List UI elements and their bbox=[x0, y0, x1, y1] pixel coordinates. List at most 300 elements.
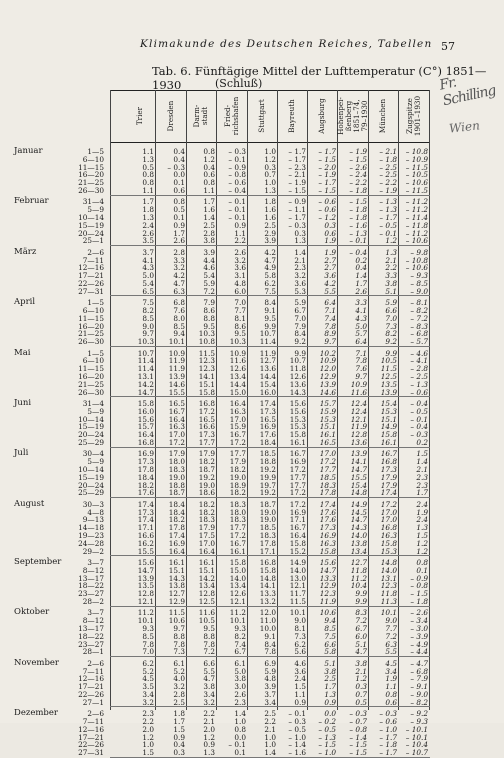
column-header-label: München bbox=[378, 98, 387, 134]
column-divider bbox=[216, 90, 217, 710]
table-cell: 17.7 bbox=[198, 438, 215, 447]
table-cell: 2.6 bbox=[234, 690, 246, 699]
period-label: 10—14 bbox=[78, 414, 104, 424]
table-cell: 17.4 bbox=[259, 399, 276, 408]
table-cell: 2.0 bbox=[142, 724, 154, 734]
table-cell: 16.4 bbox=[137, 430, 154, 440]
table-cell: 8.8 bbox=[173, 631, 185, 641]
table-cell: – 10.9 bbox=[405, 154, 428, 164]
table-cell: 18.4 bbox=[137, 472, 154, 482]
table-cell: 11.4 bbox=[259, 337, 276, 347]
table-cell: 9.7 bbox=[142, 329, 154, 339]
table-cell: 2.1 bbox=[385, 255, 397, 265]
table-cell: 12.4 bbox=[350, 399, 367, 408]
table-cell: 10.9 bbox=[319, 356, 336, 366]
table-cell: 5.3 bbox=[294, 286, 306, 296]
table-cell: 8.5 bbox=[324, 624, 336, 633]
table-cell: 5.0 bbox=[234, 666, 246, 676]
table-cell: 11.9 bbox=[259, 348, 276, 358]
table-cell: 0.9 bbox=[203, 740, 215, 750]
period-label: 2—6 bbox=[87, 658, 104, 668]
table-cell: 10.8 bbox=[198, 337, 215, 347]
table-cell: 11.8 bbox=[350, 565, 367, 575]
period-label: 28—2 bbox=[82, 597, 104, 606]
table-cell: 4.7 bbox=[203, 674, 215, 684]
table-cell: 0.4 bbox=[173, 147, 185, 156]
table-cell: 2.1 bbox=[416, 465, 428, 474]
table-cell: – 1.0 bbox=[288, 732, 306, 742]
table-cell: 11.2 bbox=[350, 573, 367, 583]
table-cell: 2.8 bbox=[203, 228, 215, 238]
table-cell: – 9.2 bbox=[410, 709, 428, 719]
table-cell: 5.7 bbox=[355, 329, 367, 339]
period-label: 23—27 bbox=[78, 639, 104, 649]
table-cell: 2.4 bbox=[416, 515, 428, 525]
table-cell: – 1.1 bbox=[288, 205, 306, 215]
table-cell: 15.8 bbox=[319, 546, 336, 556]
table-cell: 7.9 bbox=[203, 298, 215, 308]
table-cell: 0.5 bbox=[142, 162, 154, 172]
table-cell: 9.3 bbox=[142, 624, 154, 633]
table-cell: 14.6 bbox=[168, 379, 185, 389]
table-cell: – 4.4 bbox=[410, 647, 428, 657]
table-cell: 3.3 bbox=[355, 298, 367, 308]
table-cell: 15.0 bbox=[229, 565, 246, 575]
table-cell: – 1.5 bbox=[318, 154, 336, 164]
table-cell: 12.0 bbox=[319, 364, 336, 374]
table-cell: 18.2 bbox=[229, 488, 246, 498]
table-cell: 9.9 bbox=[355, 589, 367, 599]
table-cell: 3.2 bbox=[294, 271, 306, 281]
period-label: 7—11 bbox=[82, 717, 104, 726]
table-cell: 16.9 bbox=[259, 422, 276, 432]
table-cell: 16.9 bbox=[319, 531, 336, 540]
table-cell: – 11.5 bbox=[405, 186, 428, 195]
table-cell: 1.4 bbox=[355, 271, 367, 281]
table-cell: 17.4 bbox=[168, 531, 185, 540]
table-cell: 17.9 bbox=[168, 449, 185, 459]
table-cell: 2.1 bbox=[203, 717, 215, 726]
table-cell: – 0.1 bbox=[228, 197, 246, 207]
table-cell: 9.9 bbox=[355, 597, 367, 606]
table-cell: – 10.6 bbox=[405, 236, 428, 246]
table-cell: 15.5 bbox=[137, 546, 154, 556]
table-cell: – 1.5 bbox=[318, 740, 336, 750]
table-cell: 5.5 bbox=[324, 286, 336, 296]
table-cell: 12.9 bbox=[319, 372, 336, 381]
table-cell: 1.7 bbox=[203, 197, 215, 207]
table-cell: 19.2 bbox=[259, 465, 276, 474]
table-cell: – 0.2 bbox=[318, 717, 336, 726]
table-cell: 0.9 bbox=[173, 220, 185, 230]
table-cell: 9.9 bbox=[264, 321, 276, 331]
table-cell: 0.6 bbox=[203, 170, 215, 180]
table-cell: 10.1 bbox=[229, 616, 246, 626]
table-cell: – 1.8 bbox=[349, 186, 367, 195]
table-cell: – 0.1 bbox=[379, 228, 397, 238]
table-cell: 7.1 bbox=[324, 306, 336, 315]
table-cell: 3.6 bbox=[324, 271, 336, 281]
table-cell: 7.8 bbox=[203, 639, 215, 649]
table-cell: 3.9 bbox=[264, 682, 276, 692]
table-cell: 16.3 bbox=[229, 406, 246, 416]
table-cell: 17.8 bbox=[168, 523, 185, 533]
table-cell: 5.5 bbox=[203, 666, 215, 676]
period-label: 12—16 bbox=[78, 263, 104, 273]
table-cell: 1.7 bbox=[173, 717, 185, 726]
table-cell: 9.5 bbox=[203, 624, 215, 633]
table-cell: 8.4 bbox=[264, 298, 276, 308]
table-cell: 9.4 bbox=[324, 616, 336, 626]
table-cell: 1.7 bbox=[173, 228, 185, 238]
table-cell: 15.5 bbox=[168, 387, 185, 397]
period-label: 22—26 bbox=[78, 690, 104, 699]
table-cell: – 1.0 bbox=[379, 724, 397, 734]
table-cell: 7.1 bbox=[355, 348, 367, 358]
period-label: 21—25 bbox=[78, 178, 104, 188]
table-cell: 18.3 bbox=[168, 465, 185, 474]
table-cell: 1.0 bbox=[264, 732, 276, 742]
table-cell: 15.8 bbox=[229, 558, 246, 567]
table-cell: 3.4 bbox=[264, 697, 276, 707]
table-cell: – 2.8 bbox=[410, 364, 428, 374]
month-separator bbox=[110, 346, 430, 347]
table-cell: 15.1 bbox=[319, 422, 336, 432]
period-label: 18—22 bbox=[78, 581, 104, 591]
column-divider bbox=[368, 90, 369, 710]
period-label: 6—10 bbox=[82, 306, 104, 315]
table-cell: – 11.5 bbox=[405, 162, 428, 172]
table-cell: 10.0 bbox=[259, 624, 276, 633]
month-separator bbox=[110, 656, 430, 657]
table-cell: 12.5 bbox=[198, 597, 215, 606]
table-cell: 19.2 bbox=[259, 488, 276, 498]
table-cell: 14.9 bbox=[380, 422, 397, 432]
column-header-label: Dresden bbox=[166, 100, 175, 132]
table-cell: 16.8 bbox=[198, 399, 215, 408]
table-cell: 2.6 bbox=[234, 247, 246, 257]
table-cell: – 1.5 bbox=[410, 589, 428, 599]
table-cell: 2.3 bbox=[294, 263, 306, 273]
table-cell: 8.5 bbox=[142, 313, 154, 323]
table-cell: – 1.7 bbox=[288, 154, 306, 164]
table-cell: – 0.9 bbox=[288, 197, 306, 207]
table-cell: 2.3 bbox=[416, 472, 428, 482]
table-cell: 6.2 bbox=[142, 658, 154, 668]
table-cell: 0.1 bbox=[173, 213, 185, 222]
table-cell: 1.2 bbox=[264, 154, 276, 164]
table-cell: 8.4 bbox=[264, 639, 276, 649]
table-cell: – 8.2 bbox=[410, 697, 428, 707]
month-label: Dezember bbox=[14, 708, 58, 719]
table-cell: 17.9 bbox=[198, 449, 215, 459]
table-cell: 1.3 bbox=[385, 247, 397, 257]
table-cell: 15.4 bbox=[259, 379, 276, 389]
table-cell: 16.9 bbox=[137, 449, 154, 459]
table-subtitle: (Schluß) bbox=[215, 77, 263, 90]
table-cell: 17.4 bbox=[319, 499, 336, 509]
table-cell: 10.3 bbox=[229, 337, 246, 347]
table-cell: 2.8 bbox=[173, 247, 185, 257]
table-cell: 3.4 bbox=[142, 690, 154, 699]
table-cell: 9.3 bbox=[234, 624, 246, 633]
table-cell: 2.1 bbox=[294, 255, 306, 265]
table-header-rule bbox=[110, 142, 430, 143]
table-cell: 0.4 bbox=[203, 162, 215, 172]
table-cell: 9.7 bbox=[324, 337, 336, 347]
table-cell: 6.2 bbox=[264, 279, 276, 288]
table-cell: 6.7 bbox=[294, 306, 306, 315]
table-cell: 6.5 bbox=[142, 286, 154, 296]
table-cell: 15.3 bbox=[289, 414, 306, 424]
table-cell: 10.1 bbox=[289, 608, 306, 618]
table-cell: 14.4 bbox=[259, 372, 276, 381]
table-cell: 5.9 bbox=[203, 279, 215, 288]
table-cell: 15.3 bbox=[380, 546, 397, 556]
table-cell: 5.1 bbox=[355, 639, 367, 649]
period-label: 25—1 bbox=[82, 236, 104, 246]
column-header-label: Trier bbox=[135, 106, 144, 126]
table-cell: 1.0 bbox=[234, 717, 246, 726]
table-cell: 1.4 bbox=[234, 709, 246, 719]
period-label: 6—10 bbox=[82, 356, 104, 366]
table-cell: 11.4 bbox=[137, 356, 154, 366]
table-cell: 15.8 bbox=[289, 430, 306, 440]
table-cell: – 0.3 bbox=[379, 709, 397, 719]
table-cell: 13.2 bbox=[259, 597, 276, 606]
table-cell: 11.6 bbox=[350, 387, 367, 397]
table-cell: 14.8 bbox=[380, 558, 397, 567]
table-cell: 16.8 bbox=[137, 438, 154, 447]
table-cell: 0.4 bbox=[355, 263, 367, 273]
table-cell: 3.8 bbox=[385, 279, 397, 288]
table-cell: 0.1 bbox=[173, 178, 185, 188]
table-cell: 4.2 bbox=[264, 247, 276, 257]
table-cell: 15.8 bbox=[198, 387, 215, 397]
table-cell: – 10.8 bbox=[405, 147, 428, 156]
period-label: 13—17 bbox=[78, 624, 104, 633]
table-cell: 4.5 bbox=[142, 674, 154, 684]
table-cell: 11.0 bbox=[259, 616, 276, 626]
table-cell: 1.9 bbox=[324, 247, 336, 257]
table-cell: 2.1 bbox=[264, 724, 276, 734]
table-cell: 1.3 bbox=[142, 213, 154, 222]
table-cell: – 1.9 bbox=[318, 170, 336, 180]
table-cell: – 0.8 bbox=[410, 581, 428, 591]
column-divider bbox=[155, 90, 156, 710]
table-cell: – 10.1 bbox=[405, 732, 428, 742]
table-cell: 17.8 bbox=[319, 488, 336, 498]
period-label: 2—6 bbox=[87, 247, 104, 257]
table-cell: 1.8 bbox=[264, 197, 276, 207]
table-cell: 17.9 bbox=[198, 523, 215, 533]
table-cell: – 2.1 bbox=[379, 147, 397, 156]
table-cell: 1.5 bbox=[294, 682, 306, 692]
table-cell: 8.1 bbox=[234, 313, 246, 323]
table-cell: 18.0 bbox=[168, 457, 185, 467]
table-cell: – 0.8 bbox=[349, 724, 367, 734]
table-cell: 3.5 bbox=[142, 236, 154, 246]
table-cell: 18.3 bbox=[229, 499, 246, 509]
month-separator bbox=[110, 195, 430, 196]
table-cell: 17.8 bbox=[259, 538, 276, 548]
period-label: 1—5 bbox=[87, 298, 104, 308]
period-label: 31—4 bbox=[82, 399, 104, 408]
table-cell: – 1.5 bbox=[318, 186, 336, 195]
table-cell: 7.9 bbox=[294, 321, 306, 331]
table-cell: 0.8 bbox=[203, 178, 215, 188]
table-cell: 1.0 bbox=[142, 740, 154, 750]
table-cell: 3.7 bbox=[142, 247, 154, 257]
table-cell: – 3.0 bbox=[410, 624, 428, 633]
table-cell: – 0.4 bbox=[228, 186, 246, 195]
table-cell: 17.6 bbox=[319, 515, 336, 525]
table-cell: 18.2 bbox=[137, 480, 154, 490]
table-cell: – 9.8 bbox=[410, 247, 428, 257]
period-label: 3—7 bbox=[87, 558, 104, 567]
table-cell: – 11.2 bbox=[405, 205, 428, 215]
table-cell: 6.3 bbox=[173, 286, 185, 296]
period-label: 8—12 bbox=[82, 616, 104, 626]
table-cell: 1.2 bbox=[385, 236, 397, 246]
table-cell: – 0.1 bbox=[228, 213, 246, 222]
period-label: 9—13 bbox=[82, 515, 104, 525]
table-cell: 9.5 bbox=[234, 329, 246, 339]
table-cell: 5.1 bbox=[385, 286, 397, 296]
table-cell: – 0.3 bbox=[410, 430, 428, 440]
column-divider bbox=[398, 90, 399, 710]
table-cell: 5.5 bbox=[385, 647, 397, 657]
table-cell: 0.6 bbox=[385, 697, 397, 707]
table-cell: 1.2 bbox=[416, 546, 428, 556]
table-cell: 19.7 bbox=[259, 480, 276, 490]
table-cell: 17.9 bbox=[380, 472, 397, 482]
table-cell: – 11.4 bbox=[405, 213, 428, 222]
table-cell: 3.3 bbox=[385, 271, 397, 281]
table-cell: 0.5 bbox=[173, 205, 185, 215]
table-cell: 13.9 bbox=[319, 379, 336, 389]
table-cell: – 2.4 bbox=[349, 170, 367, 180]
table-cell: 6.6 bbox=[385, 306, 397, 315]
table-cell: 17.7 bbox=[289, 472, 306, 482]
table-cell: 15.6 bbox=[137, 414, 154, 424]
table-cell: 9.4 bbox=[173, 329, 185, 339]
table-cell: 6.2 bbox=[294, 639, 306, 649]
table-cell: 8.5 bbox=[173, 321, 185, 331]
table-cell: 14.3 bbox=[289, 387, 306, 397]
column-divider bbox=[186, 90, 187, 710]
table-cell: 4.4 bbox=[203, 255, 215, 265]
table-cell: 13.5 bbox=[137, 581, 154, 591]
table-cell: 3.1 bbox=[234, 271, 246, 281]
table-cell: – 1.6 bbox=[349, 220, 367, 230]
period-label: 11—15 bbox=[78, 313, 104, 323]
table-cell: 11.8 bbox=[380, 589, 397, 599]
period-label: 4—8 bbox=[87, 507, 104, 517]
table-cell: 0.3 bbox=[355, 682, 367, 692]
column-header bbox=[188, 91, 214, 141]
table-cell: 18.9 bbox=[229, 480, 246, 490]
table-cell: 16.3 bbox=[168, 422, 185, 432]
table-cell: 11.7 bbox=[289, 589, 306, 599]
table-cell: 13.8 bbox=[168, 581, 185, 591]
table-cell: – 0.7 bbox=[349, 717, 367, 726]
table-cell: 1.6 bbox=[203, 205, 215, 215]
table-cell: 8.2 bbox=[385, 329, 397, 339]
page-number: 57 bbox=[441, 40, 455, 53]
table-cell: – 1.3 bbox=[318, 732, 336, 742]
period-label: 15—19 bbox=[78, 220, 104, 230]
table-cell: 18.4 bbox=[259, 438, 276, 447]
period-label: 5—9 bbox=[87, 406, 104, 416]
table-cell: 9.1 bbox=[264, 631, 276, 641]
table-cell: 17.2 bbox=[289, 465, 306, 474]
table-cell: 9.0 bbox=[294, 616, 306, 626]
table-cell: 17.0 bbox=[319, 449, 336, 459]
column-header bbox=[219, 91, 245, 141]
table-cell: 15.3 bbox=[319, 414, 336, 424]
table-cell: 7.8 bbox=[173, 639, 185, 649]
table-cell: 12.8 bbox=[137, 589, 154, 599]
period-label: 29—2 bbox=[82, 546, 104, 556]
table-cell: 16.1 bbox=[229, 546, 246, 556]
table-cell: 16.0 bbox=[259, 387, 276, 397]
table-cell: 19.0 bbox=[259, 515, 276, 525]
table-cell: 3.2 bbox=[173, 263, 185, 273]
table-cell: 14.7 bbox=[350, 465, 367, 474]
table-cell: 4.7 bbox=[173, 279, 185, 288]
table-cell: 16.3 bbox=[380, 531, 397, 540]
table-cell: 11.5 bbox=[198, 348, 215, 358]
table-cell: – 1.5 bbox=[349, 740, 367, 750]
table-cell: 4.3 bbox=[355, 313, 367, 323]
table-cell: 18.7 bbox=[259, 499, 276, 509]
period-label: 21—25 bbox=[78, 379, 104, 389]
table-cell: – 7.2 bbox=[410, 313, 428, 323]
table-cell: 17.3 bbox=[198, 430, 215, 440]
table-cell: 16.7 bbox=[380, 449, 397, 459]
table-cell: 16.5 bbox=[198, 414, 215, 424]
table-cell: 3.4 bbox=[385, 666, 397, 676]
month-label: Oktober bbox=[14, 607, 50, 618]
table-cell: 5.8 bbox=[264, 271, 276, 281]
table-cell: – 0.5 bbox=[379, 220, 397, 230]
table-cell: 16.9 bbox=[289, 507, 306, 517]
table-cell: 15.8 bbox=[137, 399, 154, 408]
column-header bbox=[279, 91, 305, 141]
table-cell: 15.4 bbox=[380, 399, 397, 408]
table-cell: 1.1 bbox=[203, 186, 215, 195]
table-cell: – 1.5 bbox=[349, 748, 367, 758]
period-label: 10—14 bbox=[78, 465, 104, 474]
month-label: Mai bbox=[14, 347, 31, 358]
table-cell: 7.0 bbox=[234, 298, 246, 308]
table-cell: – 2.2 bbox=[349, 178, 367, 188]
table-cell: 1.4 bbox=[294, 247, 306, 257]
table-cell: 12.4 bbox=[350, 406, 367, 416]
table-cell: 7.3 bbox=[294, 631, 306, 641]
table-cell: 3.5 bbox=[142, 682, 154, 692]
table-cell: 14.0 bbox=[350, 531, 367, 540]
table-cell: – 9.1 bbox=[410, 682, 428, 692]
table-cell: – 1.9 bbox=[349, 147, 367, 156]
table-cell: – 1.0 bbox=[318, 748, 336, 758]
table-cell: 16.2 bbox=[137, 538, 154, 548]
table-cell: 16.4 bbox=[168, 414, 185, 424]
table-cell: 17.7 bbox=[229, 523, 246, 533]
table-cell: 4.9 bbox=[264, 263, 276, 273]
table-cell: – 1.7 bbox=[318, 178, 336, 188]
